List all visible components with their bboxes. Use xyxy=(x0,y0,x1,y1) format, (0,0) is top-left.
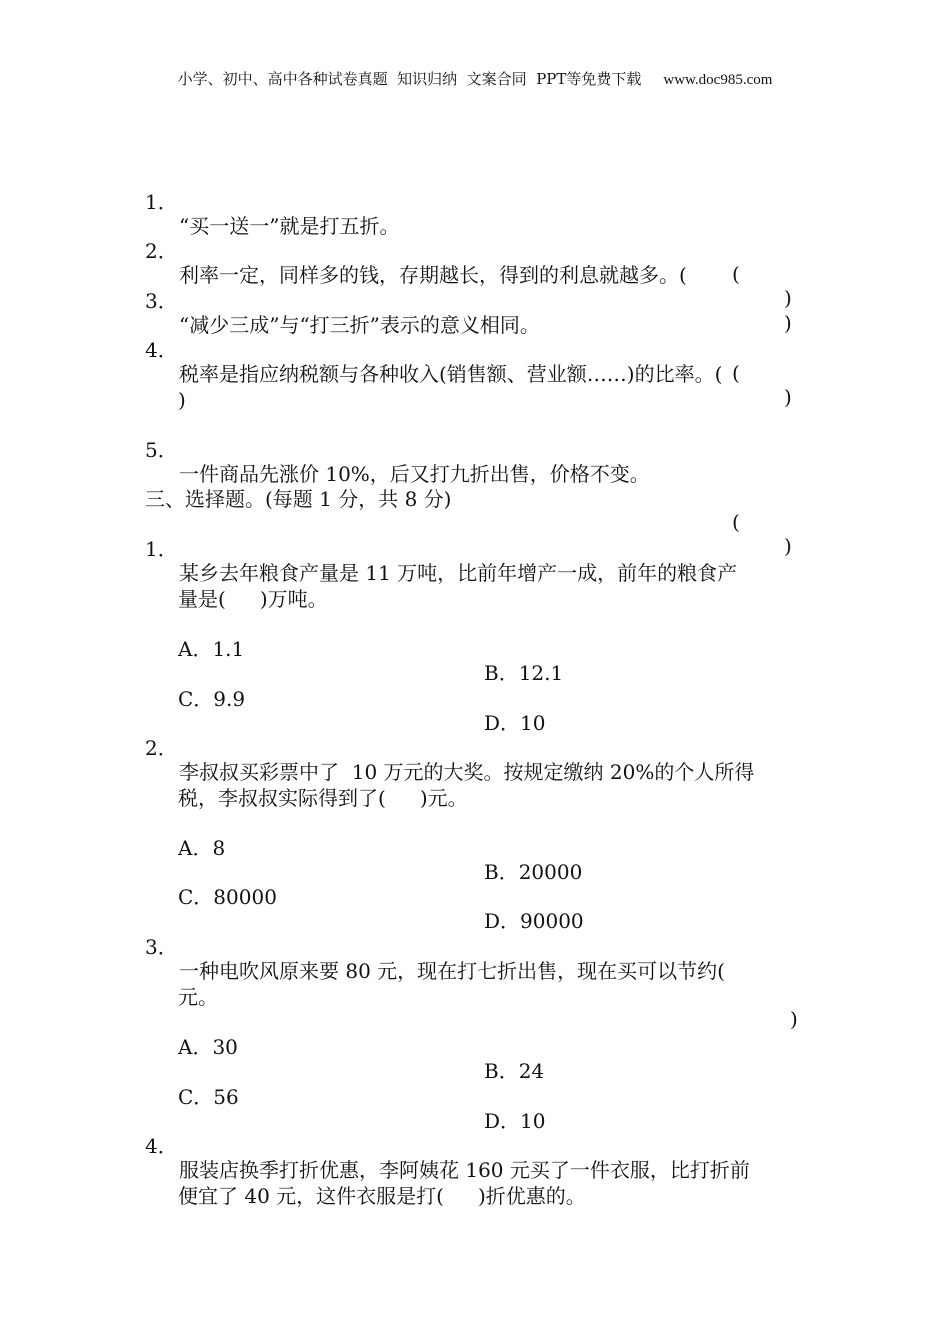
choice-q1-cont: 量是( )万吨。 xyxy=(178,587,328,611)
item-text: 一件商品先涨价 10%，后又打九折出售，价格不变。 xyxy=(179,462,650,486)
page-header xyxy=(0,68,950,89)
item-number: 1． xyxy=(145,190,178,214)
answer-paren[interactable]: ( ) xyxy=(732,262,792,310)
answer-paren[interactable]: ) xyxy=(784,311,792,335)
question-number: 4． xyxy=(145,1134,178,1158)
option-c[interactable]: C．9.9 xyxy=(178,687,246,711)
option-a[interactable]: A．30 xyxy=(178,1035,238,1059)
question-number: 3． xyxy=(145,935,178,959)
judge-item-4-cont xyxy=(0,364,186,412)
choice-q2-cont: 税，李叔叔实际得到了( )元。 xyxy=(178,786,468,810)
option-a[interactable]: A．1.1 xyxy=(178,637,245,661)
question-text: 李叔叔买彩票中了 10 万元的大奖。按规定缴纳 20%的个人所得 xyxy=(179,760,755,784)
question-text: 服装店换季打折优惠，李阿姨花 160 元买了一件衣服，比打折前 xyxy=(179,1158,750,1182)
answer-paren[interactable]: ( ) xyxy=(732,361,792,409)
question-number: 1． xyxy=(145,537,178,561)
answer-paren[interactable]: ) xyxy=(790,1007,798,1031)
choice-q4-cont: 便宜了 40 元，这件衣服是打( )折优惠的。 xyxy=(178,1184,586,1208)
option-a[interactable]: A．8 xyxy=(178,836,226,860)
section-title: 三、选择题。(每题 1 分，共 8 分) xyxy=(145,487,452,511)
item-number: 4． xyxy=(145,338,178,362)
option-d[interactable]: D．10 xyxy=(484,1109,546,1133)
option-b[interactable]: B．20000 xyxy=(484,860,583,884)
option-b[interactable]: B．12.1 xyxy=(484,661,564,685)
header-site: www.doc985.com xyxy=(663,72,773,88)
item-text: 利率一定，同样多的钱，存期越长，得到的利息就越多。( xyxy=(179,263,687,287)
item-number: 2． xyxy=(145,239,178,263)
option-d[interactable]: D．90000 xyxy=(484,909,584,933)
item-number: 3． xyxy=(145,289,178,313)
header-text: 小学、初中、高中各种试卷真题 知识归纳 文案合同 PPT等免费下载 xyxy=(177,70,642,88)
answer-paren[interactable]: ( ) xyxy=(732,510,792,558)
item-number: 5． xyxy=(145,438,178,462)
question-number: 2． xyxy=(145,736,178,760)
option-c[interactable]: C．80000 xyxy=(178,885,277,909)
question-text: 某乡去年粮食产量是 11 万吨，比前年增产一成，前年的粮食产 xyxy=(179,561,738,585)
item-text: 税率是指应纳税额与各种收入(销售额、营业额……)的比率。( xyxy=(179,362,723,386)
option-b[interactable]: B．24 xyxy=(484,1059,545,1083)
answer-paren[interactable]: ) xyxy=(178,388,186,412)
item-text: “减少三成”与“打三折”表示的意义相同。 xyxy=(179,313,540,337)
item-text: “买一送一”就是打五折。 xyxy=(179,214,400,238)
choice-q3-cont: 元。 xyxy=(178,985,218,1009)
option-d[interactable]: D．10 xyxy=(484,711,546,735)
question-text: 一种电吹风原来要 80 元，现在打七折出售，现在买可以节约( xyxy=(179,959,725,983)
option-c[interactable]: C．56 xyxy=(178,1085,239,1109)
